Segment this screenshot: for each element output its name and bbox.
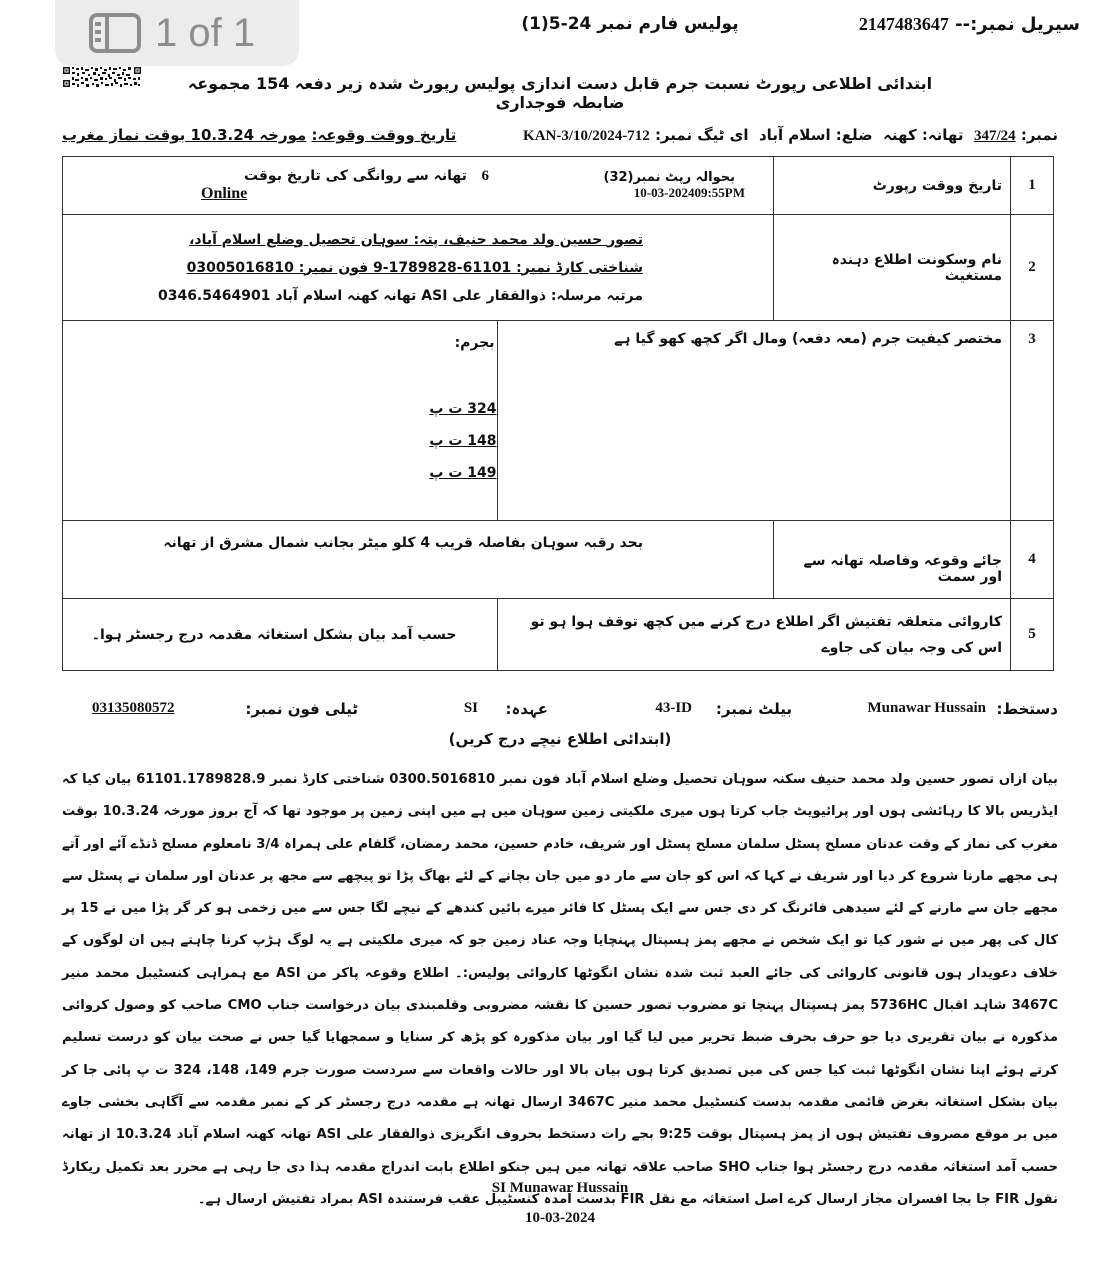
table-row xyxy=(63,157,1054,215)
row-number: 3 xyxy=(1011,321,1054,521)
serial-label: سیریل نمبر:-- xyxy=(955,14,1080,35)
signer-name: Munawar Hussain xyxy=(867,700,986,716)
crime-heading: بجرم: xyxy=(454,335,495,351)
fir-details-table xyxy=(62,156,1054,671)
complainant-cnic-phone: شناختی کارڈ نمبر: 61101-1789828-9 فون نمبر: 03005016810 xyxy=(186,259,643,276)
occurrence-datetime xyxy=(62,126,456,144)
complainant-name: تصور حسین ولد محمد حنیف، پتہ: سوہان تحصیل وضلع اسلام آباد، xyxy=(189,231,643,248)
belt-value: 43-ID xyxy=(655,700,692,716)
signature-row xyxy=(62,700,1058,724)
page-count: 1 of 1 xyxy=(155,10,256,55)
number-value: 347/24 xyxy=(973,128,1016,144)
occurrence-place-label: جائے وقوعہ وفاصلہ تھانہ سے اور سمت xyxy=(774,521,1011,599)
fir-number xyxy=(523,126,1058,145)
first-information-narrative: بیان ازاں تصور حسین ولد محمد حنیف سکنہ سوہان تحصیل وضلع اسلام آباد فون نمبر 0300.5016810 شناختی کارڈ نمبر 61101.1789828.9 بیان کیا کہ ایڈریس بالا کا رہائشی ہوں اور پرائیویٹ جاب کرتا ہوں میری ملکیتی زمین سوہان میں ہے میں اپنی زمین پر موجود تھا کہ آج بروز مورخہ 10.3.24 بوقت مغرب کی نماز کے وقت عدنان مسلح پسٹل سلمان مسلح پسٹل اور شریف، خادم حسین، محمد رمضان، گلفام علی ہمراہ 3/4 نامعلوم مسلح ڈنڈے آئے اور آتے ہی مجھے مارنا شروع کر دیا اور شریف نے کہا کہ اس کو جان سے مار دو میں جان بچانے کے لئے بھاگ پڑا تو پیچھے سے مجھ پر عدنان اور سلمان نے پسٹل سے مجھے جان سے مارنے کے لئے سیدھی فائرنگ کر دی جس سے ایک پسٹل کا فائر میرے بائیں کندھے کے نیچے لگا جس سے میں زخمی ہو کر گر پڑا میں نے 15 پر کال کی پھر میں نے شور کیا تو ایک شخص نے مجھے پمز ہسپتال پہنچایا وجہ عناد زمین جو کہ میری ملکیتی ہے یہ لوگ ہڑپ کرنا چاہتے ہیں ان لوگوں کے خلاف دعویدار ہوں قانونی کاروائی کی جائے العبد ثبت شدہ نشان انگوٹھا کاروائی پولیس:۔ اطلاع وقوعہ پاکر من ASI مع ہمراہی کنسٹیبل محمد منیر 3467C شاہد اقبال 5736HC پمز ہسپتال پہنچا تو مضروب تصور حسین کا نقشہ مضروبی وقلمبندی بیان درخواست جناب CMO صاحب کو وصول کروائی مذکورہ نے بیان تقریری دیا جو حرف بحرف ضبط تحریر میں لیا گیا اور بیان مذکورہ کو پڑھ کر سنایا و سمجھایا گیا جس نے صحت بیان کو درست تسلیم کرتے ہوئے اپنا نشان انگوٹھا ثبت کیا جس کی میں تصدیق کرتا ہوں بیان بالا اور حالات واقعات سے سردست صورت جرم 149، 148، 324 ت پ پائی جا کر بیان بشکل استغاثہ بغرض قائمی مقدمہ بدست کنسٹیبل محمد منیر 3467C ارسال تھانہ ہے مقدمہ درج رجسٹر کر کے نمبر مقدمہ سے آگاہی بخشی جاوے میں بر موقع مصروف تفتیش ہوں از پمز ہسپتال بوقت 9:25 بجے رات دستخط بحروف انگریزی ذوالفقار علی ASI تھانہ کھنہ اسلام آباد 10.3.24 از تھانہ حسب آمد استغاثہ مقدمہ درج رجسٹر ہوا جناب SHO صاحب علاقہ تھانہ میں ہیں جنکو اطلاع بابت اندراج مقدمہ ہذا دی جا رہی ہے محرر بعد تکمیل ریکارڈ نقول FIR جا بجا افسران مجاز ارسال کرے اصل استغاثہ مع نقل FIR بدست آمدہ کنسٹیبل عقب فرستندہ ASI بمراد تفتیش ارسال ہے۔ xyxy=(62,772,1059,1207)
departure-label: تھانہ سے روانگی کی تاریخ بوقت xyxy=(243,168,467,184)
table-row xyxy=(63,215,1054,321)
complainant-forwarded-by: مرتبہ مرسلہ: ذوالفقار علی ASI تھانہ کھنہ اسلام آباد 0346.5464901 xyxy=(157,287,643,304)
serial-number xyxy=(859,14,1080,35)
occurrence-value: مورخہ 10.3.24 بوقت نماز مغرب xyxy=(62,126,307,144)
rank-value: SI xyxy=(463,700,478,716)
complainant-label: نام وسکونت اطلاع دہندہ مستغیث xyxy=(774,215,1011,321)
footer-signer: SI Munawar Hussain xyxy=(491,1180,629,1196)
row-number: 4 xyxy=(1011,521,1054,599)
crime-sections xyxy=(63,321,498,521)
footer-date: 10-03-2024 xyxy=(525,1210,595,1226)
section-148: 148 ت پ xyxy=(429,433,497,449)
rank-label: عہدہ: xyxy=(505,700,548,718)
table-row xyxy=(63,599,1054,671)
row-number: 5 xyxy=(1011,599,1054,671)
delay-reason-label: کاروائی متعلقہ تفتیش اگر اطلاع درج کرنے میں کچھ توقف ہوا ہو تو اس کی وجہ بیان کی جاوے xyxy=(497,599,1011,671)
pages-icon xyxy=(89,13,141,53)
table-row xyxy=(63,321,1054,521)
etag-value: KAN-3/10/2024-712 xyxy=(523,128,650,144)
crime-summary-label: مختصر کیفیت جرم (معہ دفعہ) ومال اگر کچھ کھو گیا ہے xyxy=(497,321,1011,521)
departure-value: Online xyxy=(201,185,248,202)
section-324: 324 ت پ xyxy=(429,401,497,417)
page-indicator[interactable] xyxy=(55,0,299,66)
police-form-number: پولیس فارم نمبر 24-5(1) xyxy=(521,14,739,34)
phone-value: 03135080572 xyxy=(92,700,175,716)
row-number: 1 xyxy=(1011,157,1054,215)
occurrence-label: تاریخ ووقت وقوعہ: xyxy=(311,126,457,144)
report-datetime: 10-03-202409:55PM xyxy=(633,185,745,200)
info-line xyxy=(62,126,1058,150)
report-datetime-label: تاریخ ووقت رپورٹ xyxy=(774,157,1011,215)
report-reference: بحوالہ رپٹ نمبر(32) xyxy=(603,170,735,185)
etag-label: ای ٹیگ نمبر: xyxy=(654,126,749,144)
belt-label: بیلٹ نمبر: xyxy=(715,700,792,718)
serial-value: 2147483647 xyxy=(858,14,949,34)
narrative-heading: (ابتدائی اطلاع نیچے درج کریں) xyxy=(448,730,672,748)
delay-reason-value: حسب آمد بیان بشکل استغاثہ مقدمہ درج رجسٹر ہوا۔ xyxy=(63,599,498,671)
complainant-details xyxy=(63,215,774,321)
departure-cell xyxy=(63,157,498,215)
qr-code-image xyxy=(62,66,142,88)
number-label: نمبر: xyxy=(1020,126,1058,144)
district-label: ضلع: اسلام آباد xyxy=(758,126,873,144)
report-datetime-value xyxy=(497,157,774,215)
sign-label: دستخط: xyxy=(996,700,1058,718)
row-number-6: 6 xyxy=(481,168,489,184)
section-149: 149 ت پ xyxy=(429,465,497,481)
station-label: تھانہ: کھنہ xyxy=(883,126,964,144)
table-row xyxy=(63,521,1054,599)
row-number: 2 xyxy=(1011,215,1054,321)
document-title: ابتدائی اطلاعی رپورٹ نسبت جرم قابل دست اندازی پولیس رپورٹ شدہ زیر دفعہ 154 مجموعہ ضابطہ فوجداری xyxy=(187,74,933,112)
phone-label: ٹیلی فون نمبر: xyxy=(245,700,358,718)
occurrence-place-value: بحد رقبہ سوہان بفاصلہ قریب 4 کلو میٹر بجانب شمال مشرق از تھانہ xyxy=(63,521,774,599)
